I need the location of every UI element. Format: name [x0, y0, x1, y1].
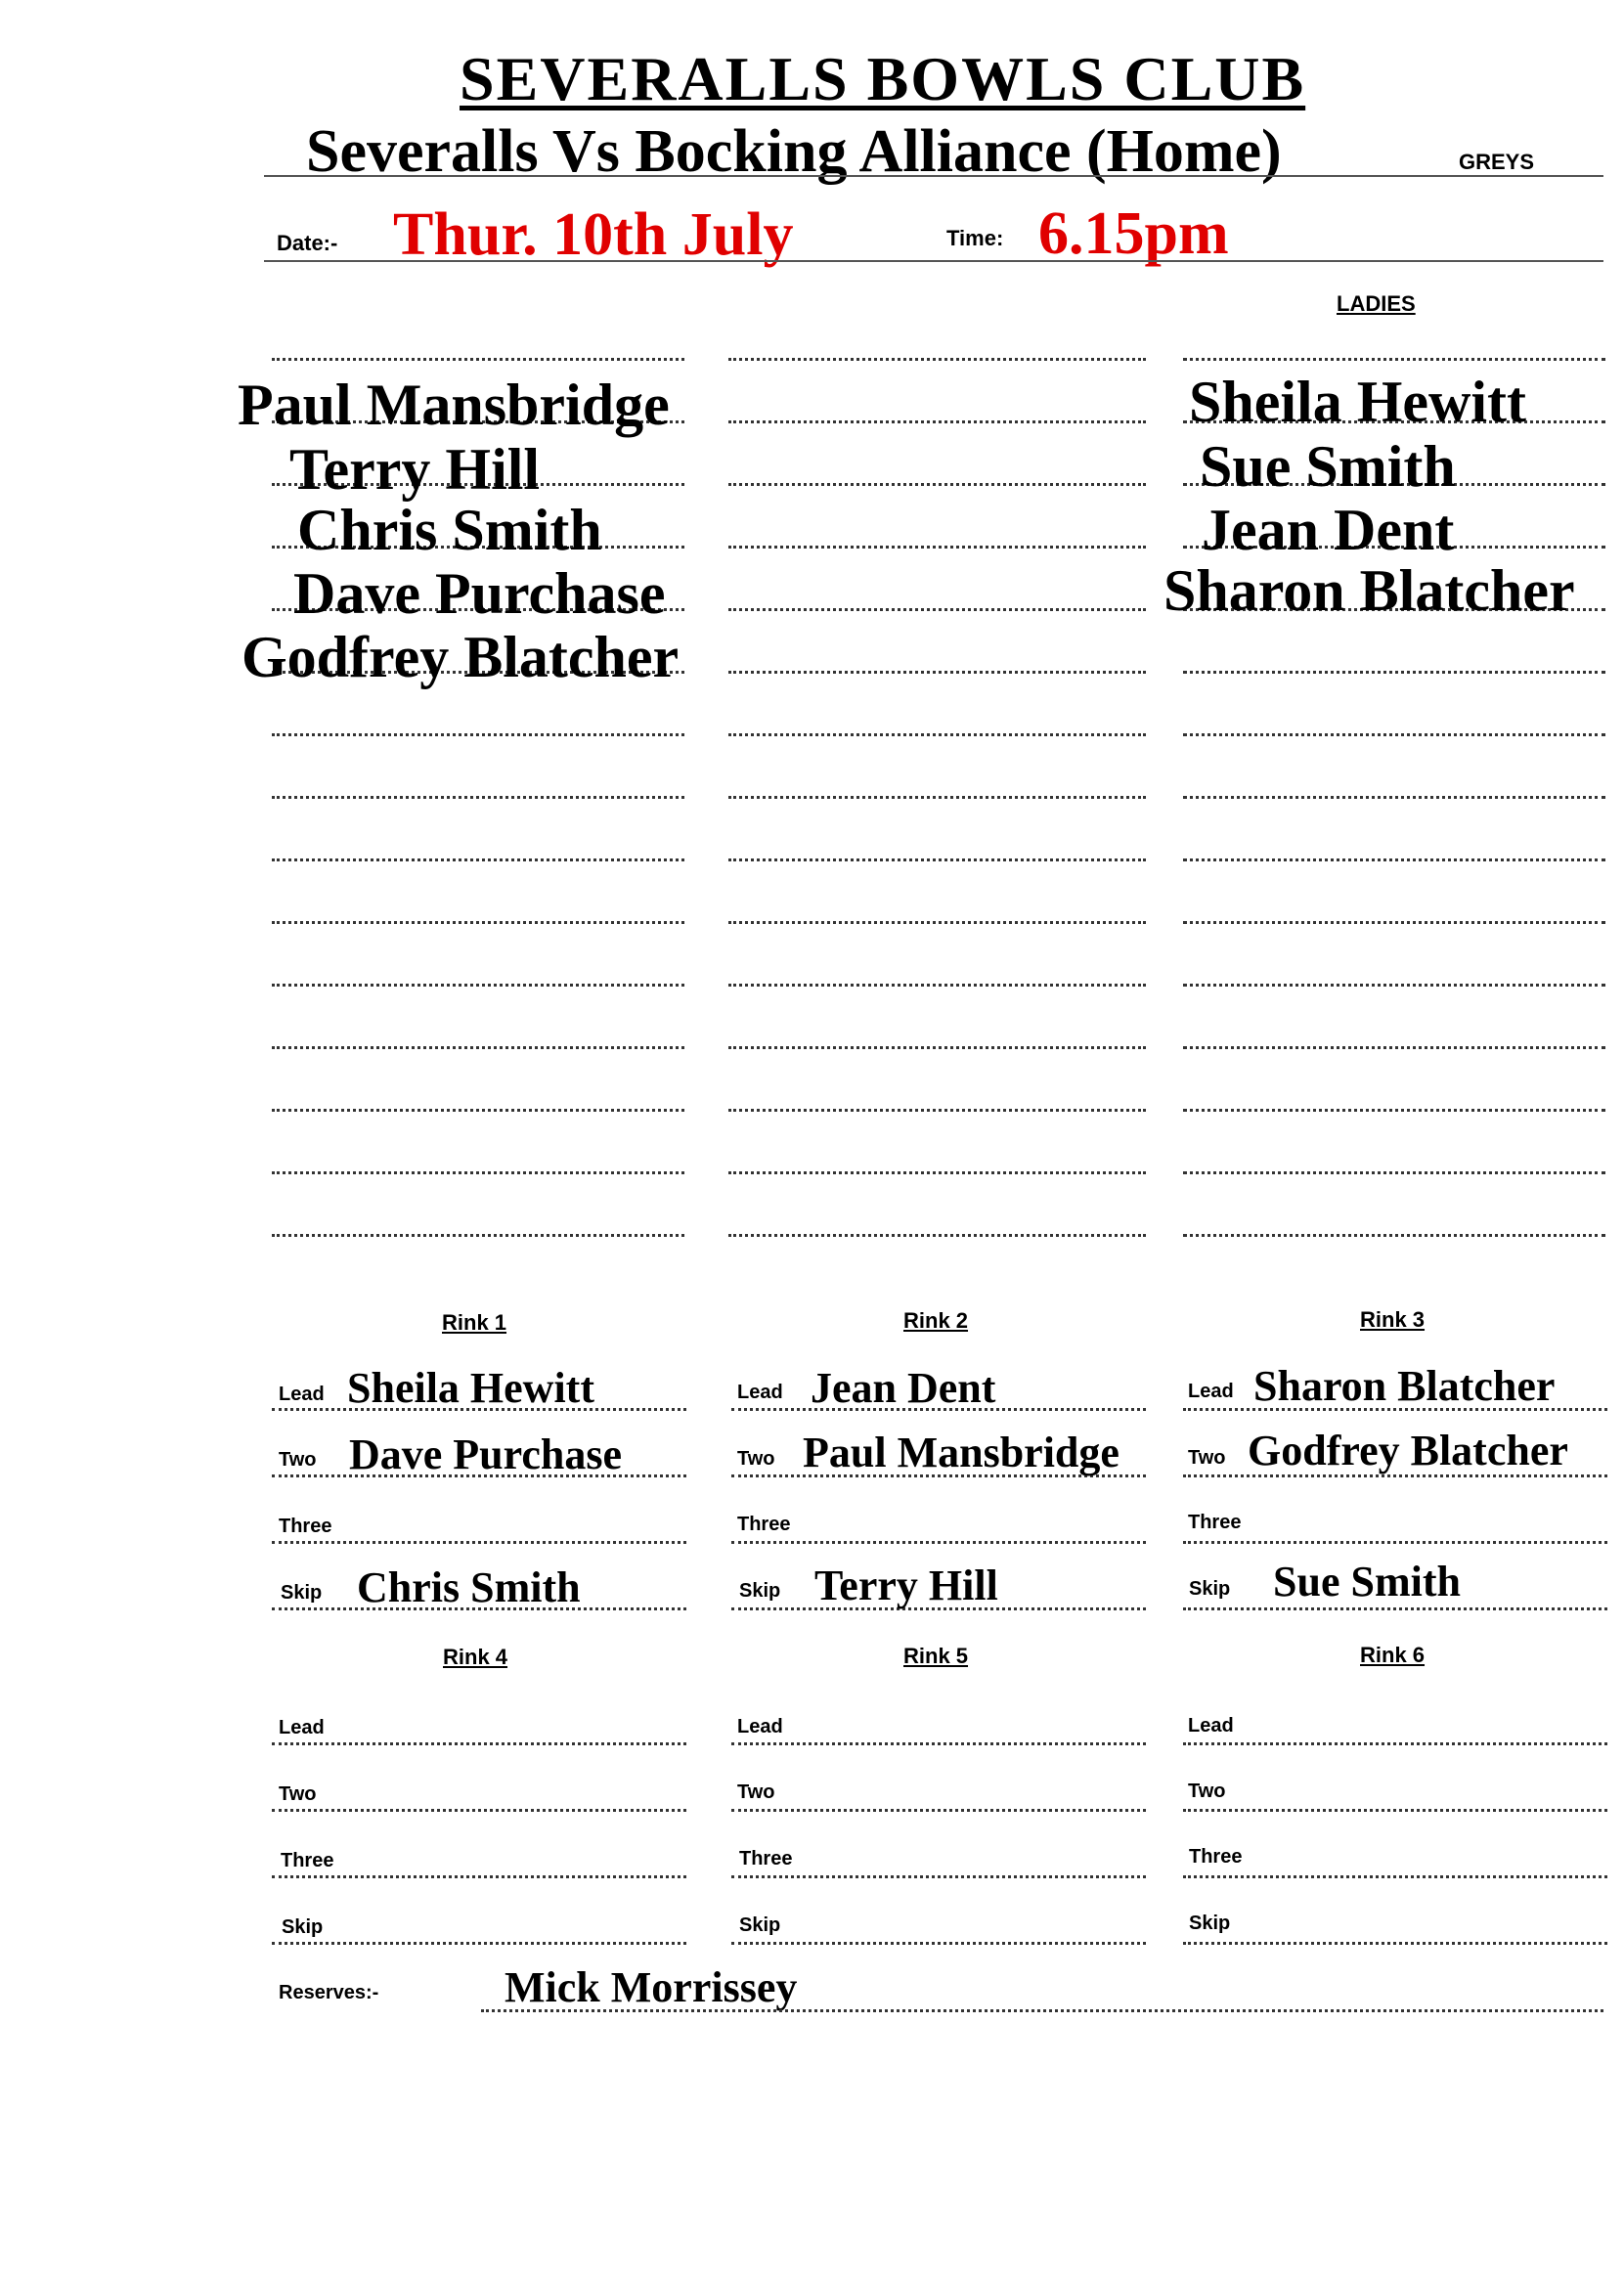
time-label: Time: — [946, 226, 1004, 250]
rink-4-lead-label: Lead — [279, 1717, 325, 1738]
list-line — [1183, 858, 1605, 861]
rink-line — [1183, 1875, 1607, 1878]
list-line — [728, 1171, 1146, 1174]
list-line — [728, 1109, 1146, 1112]
rink-line — [731, 1742, 1146, 1745]
rink-4-three-label: Three — [281, 1850, 334, 1871]
rink-2-three-label: Three — [737, 1514, 791, 1535]
list-line — [272, 358, 684, 361]
rink-4-skip-label: Skip — [282, 1916, 324, 1938]
rink-2-lead-label: Lead — [737, 1382, 783, 1403]
men-name-4: Dave Purchase — [293, 561, 666, 626]
rink-6-title: Rink 6 — [1360, 1643, 1426, 1667]
ladies-name-3: Jean Dent — [1202, 498, 1455, 562]
men-name-1: Paul Mansbridge — [238, 373, 670, 437]
list-line — [1183, 984, 1605, 987]
rink-5-skip-label: Skip — [739, 1914, 781, 1936]
list-line — [728, 546, 1146, 549]
rink-2-title: Rink 2 — [903, 1308, 969, 1333]
list-line — [272, 1234, 684, 1237]
team-colour: GREYS — [1459, 150, 1535, 174]
list-line — [1183, 671, 1605, 674]
rink-3-skip-name: Sue Smith — [1273, 1558, 1461, 1605]
ladies-label: LADIES — [1337, 291, 1416, 316]
rink-6-three-label: Three — [1189, 1846, 1243, 1868]
ladies-name-1: Sheila Hewitt — [1189, 370, 1526, 434]
rink-line — [731, 1875, 1146, 1878]
rink-2-two-label: Two — [737, 1448, 775, 1470]
list-line — [1183, 733, 1605, 736]
ladies-name-2: Sue Smith — [1200, 434, 1456, 499]
list-line — [272, 921, 684, 924]
list-line — [728, 420, 1146, 423]
rink-line — [272, 1809, 686, 1812]
list-line — [1183, 1234, 1605, 1237]
ladies-name-4: Sharon Blatcher — [1163, 558, 1575, 623]
list-line — [1183, 1109, 1605, 1112]
rink-6-skip-label: Skip — [1189, 1913, 1231, 1934]
rink-5-two-label: Two — [737, 1781, 775, 1803]
reserves-names: Mick Morrissey — [505, 1963, 798, 2011]
rink-3-title: Rink 3 — [1360, 1307, 1426, 1332]
rink-line — [731, 1809, 1146, 1812]
rink-1-title: Rink 1 — [442, 1310, 507, 1335]
list-line — [728, 921, 1146, 924]
rink-3-two-label: Two — [1188, 1447, 1226, 1469]
rink-line — [272, 1541, 686, 1544]
rink-1-lead-label: Lead — [279, 1384, 325, 1405]
rink-5-three-label: Three — [739, 1848, 793, 1869]
rink-6-lead-label: Lead — [1188, 1715, 1234, 1737]
list-line — [728, 858, 1146, 861]
rink-3-skip-label: Skip — [1189, 1578, 1231, 1600]
rink-3-lead-label: Lead — [1188, 1381, 1234, 1402]
list-line — [728, 796, 1146, 799]
header-rule-1 — [264, 175, 1603, 177]
rink-line — [1183, 1809, 1607, 1812]
list-line — [272, 1109, 684, 1112]
match-title: Severalls Vs Bocking Alliance (Home) — [306, 118, 1282, 185]
rink-3-two-name: Godfrey Blatcher — [1248, 1427, 1568, 1474]
date-label: Date:- — [277, 231, 338, 255]
list-line — [1183, 921, 1605, 924]
rink-1-skip-label: Skip — [281, 1582, 323, 1604]
rink-1-two-label: Two — [279, 1449, 317, 1471]
rink-2-skip-label: Skip — [739, 1580, 781, 1602]
rink-line — [272, 1875, 686, 1878]
list-line — [728, 671, 1146, 674]
rink-4-title: Rink 4 — [443, 1645, 508, 1669]
rink-1-three-label: Three — [279, 1516, 332, 1537]
rink-3-lead-name: Sharon Blatcher — [1253, 1362, 1556, 1410]
rink-line — [1183, 1742, 1607, 1745]
rink-line — [1183, 1541, 1607, 1544]
list-line — [728, 1234, 1146, 1237]
list-line — [1183, 796, 1605, 799]
list-line — [272, 984, 684, 987]
header-rule-2 — [264, 260, 1603, 262]
list-line — [1183, 1171, 1605, 1174]
list-line — [272, 733, 684, 736]
rink-1-two-name: Dave Purchase — [349, 1430, 623, 1478]
rink-4-two-label: Two — [279, 1783, 317, 1805]
list-line — [728, 483, 1146, 486]
list-line — [728, 984, 1146, 987]
list-line — [728, 358, 1146, 361]
rink-line — [1183, 1942, 1607, 1945]
men-name-5: Godfrey Blatcher — [241, 625, 680, 689]
rink-1-skip-name: Chris Smith — [357, 1563, 581, 1611]
list-line — [728, 733, 1146, 736]
rink-6-two-label: Two — [1188, 1781, 1226, 1802]
rink-5-title: Rink 5 — [903, 1644, 969, 1668]
rink-5-lead-label: Lead — [737, 1716, 783, 1737]
list-line — [728, 1046, 1146, 1049]
rink-line — [272, 1742, 686, 1745]
rink-1-lead-name: Sheila Hewitt — [347, 1364, 594, 1412]
list-line — [272, 1046, 684, 1049]
list-line — [272, 1171, 684, 1174]
reserves-line — [481, 2009, 1603, 2012]
list-line — [1183, 1046, 1605, 1049]
rink-line — [731, 1541, 1146, 1544]
rink-line — [731, 1942, 1146, 1945]
rink-2-lead-name: Jean Dent — [811, 1364, 996, 1412]
list-line — [272, 796, 684, 799]
rink-2-skip-name: Terry Hill — [814, 1561, 998, 1609]
rink-line — [1183, 1607, 1607, 1610]
men-name-3: Chris Smith — [297, 498, 602, 562]
rink-2-two-name: Paul Mansbridge — [803, 1429, 1119, 1476]
reserves-label: Reserves:- — [279, 1982, 379, 2003]
rink-line — [272, 1942, 686, 1945]
rink-3-three-label: Three — [1188, 1512, 1242, 1533]
time-value: 6.15pm — [1038, 200, 1229, 267]
club-title: SEVERALLS BOWLS CLUB — [460, 44, 1306, 113]
list-line — [728, 608, 1146, 611]
list-line — [272, 858, 684, 861]
men-name-2: Terry Hill — [289, 437, 541, 502]
list-line — [1183, 358, 1605, 361]
date-value: Thur. 10th July — [393, 201, 794, 268]
